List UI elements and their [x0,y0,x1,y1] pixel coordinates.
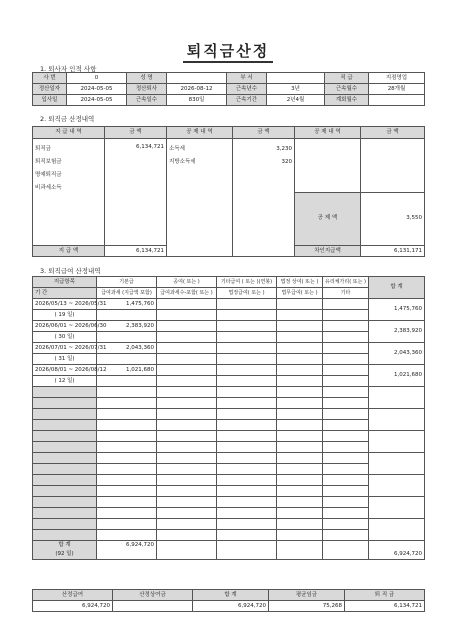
wage-header-row-1 [33,277,425,288]
period-row [33,343,425,354]
label-position: 직 급 [325,73,369,84]
period-base: 2,383,920 [97,321,157,332]
deduct-item: 지방소득세 [169,159,196,165]
header-pay-amount: 금 액 [105,127,167,139]
col-head-misc: 유리체가리( 또는 ) [323,277,369,288]
label-pay-total: 지 급 액 [33,246,105,257]
employee-info-table [32,72,425,106]
summary-header-row [33,590,425,601]
summary-head-bonus: 산정상여금 [113,590,193,601]
period-row-days [33,310,425,321]
period-sum: 2,043,360 [369,343,425,365]
period-row-days [33,354,425,365]
label-name: 성 명 [127,73,167,84]
period-days: ( 31 일) [33,354,97,365]
pay-item: 퇴직금 [35,146,51,152]
summary-average: 75,268 [269,601,345,612]
blank-row [33,431,425,442]
summary-bonus [113,601,193,612]
pay-item: 퇴직보험금 [35,159,62,165]
summary-severance: 6,134,721 [345,601,425,612]
payment-header-row [33,127,425,139]
label-settle-exit: 정산퇴사 [127,84,167,95]
deduct-amount: 3,230 [276,146,292,152]
corner-period: 기 간 [33,288,97,299]
blank-row [33,497,425,508]
period-rows [33,299,425,387]
period-range: 2026/06/01 ~ 2026/06/30 [33,321,97,332]
col-sub-other: 법정급여( 또는 ) [217,288,277,299]
label-join-date: 입사일 [33,95,67,106]
period-days: ( 19 일) [33,310,97,321]
info-row-3 [33,95,425,106]
summary-head-severance: 퇴 직 금 [345,590,425,601]
col-sub-misc: 기타 [323,288,369,299]
label-net-pay: 차인지급액 [295,246,361,257]
blank-row [33,453,425,464]
col-sub-bonus: 법무급여( 또는 ) [277,288,323,299]
corner-pay-items: 지급항목 [33,277,97,288]
header-deduct-items-1: 공 제 내 역 [167,127,233,139]
header-pay-items: 지 급 내 역 [33,127,105,139]
summary-value-row [33,601,425,612]
blank-row [33,508,425,519]
blank-row [33,475,425,486]
summary-total: 6,924,720 [193,601,269,612]
blank-row [33,530,425,541]
blank-row [33,486,425,497]
value-total-deduct: 3,550 [361,192,425,246]
deduct-items-list [167,139,233,257]
label-service-days: 근속일수 [127,95,167,106]
period-days: ( 12 일) [33,376,97,387]
period-row-days [33,376,425,387]
col-sub-allowance: 급여과세수-포함( 또는 ) [157,288,217,299]
value-department [267,73,325,84]
wage-total-label: 합 계 (92 일) [33,541,97,560]
pay-item: 명예퇴직금 [35,172,62,178]
period-base: 1,021,680 [97,365,157,376]
deduct-amounts-list [233,139,295,257]
summary-table [32,589,425,612]
pay-amount: 6,134,721 [105,139,167,246]
info-row-1 [33,73,425,84]
wage-calc-table [32,276,425,560]
value-service-period: 2년4월 [267,95,325,106]
pay-items-list [33,139,105,246]
value-net-pay: 6,131,171 [361,246,425,257]
period-row [33,299,425,310]
section3-heading: 3. 퇴직급여 산정내역 [40,267,101,275]
wage-header-row-2 [33,288,425,299]
col-head-base: 기본급 [97,277,157,288]
blank-row [33,442,425,453]
pay-item: 비과세소득 [35,185,62,191]
value-pay-total: 6,134,721 [105,246,167,257]
value-settle-exit: 2026-08-12 [167,84,227,95]
label-department: 부 서 [227,73,267,84]
period-base: 1,475,760 [97,299,157,310]
period-sum: 1,021,680 [369,365,425,387]
value-name [167,73,227,84]
period-base: 2,043,360 [97,343,157,354]
value-service-months: 28개월 [369,84,425,95]
col-head-other: 기타급여 ( 또는 )(연봉) [217,277,277,288]
label-extra-months: 계회월수 [325,95,369,106]
deduct-item: 소득세 [169,146,185,152]
period-sum: 2,383,920 [369,321,425,343]
period-sum: 1,475,760 [369,299,425,321]
value-service-years: 3년 [267,84,325,95]
value-service-days: 830일 [167,95,227,106]
blank-row [33,409,425,420]
deduct-items-blank [295,139,361,193]
value-position: 지점영업 [369,73,425,84]
period-row [33,365,425,376]
value-extra-months [369,95,425,106]
col-head-allowance: 공여( 또는 ) [157,277,217,288]
label-service-years: 근속년수 [227,84,267,95]
period-range: 2026/07/01 ~ 2026/07/31 [33,343,97,354]
section2-heading: 2. 퇴직금 산정내역 [40,115,95,123]
payment-table [32,126,425,257]
period-row [33,321,425,332]
blank-row [33,387,425,398]
blank-rows [33,387,425,541]
payment-body-row [33,139,425,193]
period-range: 2026/08/01 ~ 2026/08/12 [33,365,97,376]
value-join-date: 2024-05-05 [67,95,127,106]
col-head-bonus: 법정 상여( 또는 ) [277,277,323,288]
label-employee-no: 사 번 [33,73,67,84]
deduct-amount: 320 [281,159,292,165]
period-days: ( 30 일) [33,332,97,343]
label-total-deduct: 공 제 액 [295,192,361,246]
summary-head-average: 평균임금 [269,590,345,601]
col-sub-base: 급여과세 (지급액 포함) [97,288,157,299]
header-deduct-items-2: 공 제 내 역 [295,127,361,139]
blank-row [33,398,425,409]
label-service-months: 근속월수 [325,84,369,95]
period-row-days [33,332,425,343]
col-head-sum: 합 계 [369,277,425,299]
deduct-amount-blank [361,139,425,193]
summary-head-wage: 산정급여 [33,590,113,601]
blank-row [33,464,425,475]
info-row-2 [33,84,425,95]
wage-total-sum: 6,924,720 [369,541,425,560]
period-range: 2026/05/13 ~ 2026/05/31 [33,299,97,310]
summary-head-total: 합 계 [193,590,269,601]
summary-wage: 6,924,720 [33,601,113,612]
wage-total-base: 6,924,720 [97,541,157,560]
label-service-period: 근속기간 [227,95,267,106]
header-deduct-amount-1: 금 액 [233,127,295,139]
document-title: 퇴직금산정 [0,40,456,61]
value-settle-date: 2024-05-05 [67,84,127,95]
wage-total-row [33,541,425,560]
header-deduct-amount-2: 금 액 [361,127,425,139]
blank-row [33,519,425,530]
blank-row [33,420,425,431]
value-employee-no: 0 [67,73,127,84]
section1-heading: 1. 퇴사자 인적 사항 [40,65,97,73]
label-settle-date: 정산일자 [33,84,67,95]
